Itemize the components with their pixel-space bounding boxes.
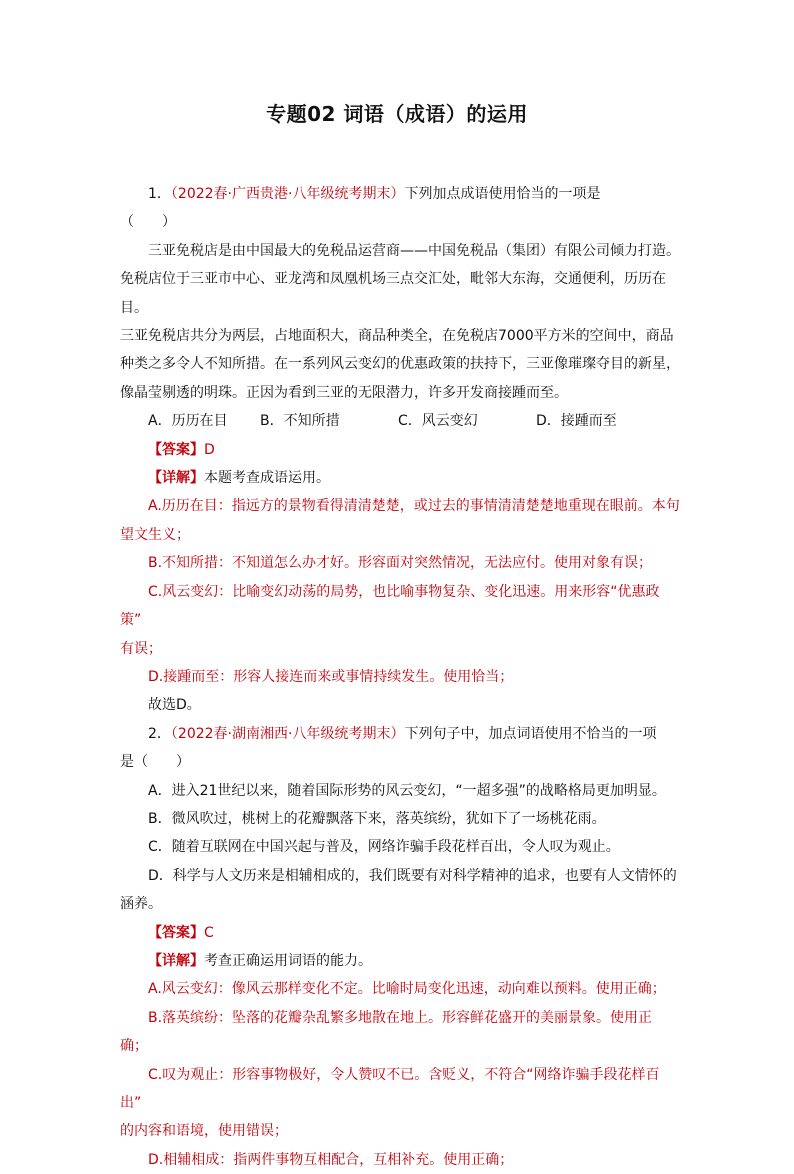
q1-source: （2022春·广西贵港·八年级统考期末） xyxy=(170,186,405,202)
q2-option-b: B．微风吹过，桃树上的花瓣飘落下来，落英缤纷，犹如下了一场桃花雨。 xyxy=(148,810,606,827)
q1-option-b: B．不知所措 xyxy=(260,413,340,430)
q1-analysis-c-cont: 有误； xyxy=(120,640,162,657)
q2-explain xyxy=(120,947,680,975)
q1-analysis-a: A.历历在目：指远方的景物看得清清楚楚，或过去的事情清清楚楚地重现在眼前。本句 xyxy=(148,498,680,515)
q1-analysis-a-cont: 望文生义； xyxy=(120,526,190,543)
q2-number: 2． xyxy=(148,725,171,742)
q1-explain xyxy=(120,464,680,492)
q1-analysis-b: B.不知所措：不知道怎么办才好。形容面对突然情况，无法应付。使用对象有误； xyxy=(148,555,653,572)
q2-analysis-d: D.相辅相成：指两件事物互相配合，互相补充。使用正确； xyxy=(148,1151,514,1168)
q1-stem xyxy=(120,180,680,208)
q2-analysis-a: A.风云变幻：像风云那样变化不定。比喻时局变化迅速，动向难以预料。使用正确； xyxy=(148,981,666,998)
q1-answer xyxy=(120,436,680,464)
q1-analysis-c: C.风云变幻：比喻变幻动荡的局势，也比喻事物复杂、变化迅速。用来形容“优惠政策” xyxy=(120,583,660,629)
q1-option-a: A．历历在目 xyxy=(148,413,228,430)
q1-option-c: C．风云变幻 xyxy=(398,413,478,430)
answer-tag: 【答案】 xyxy=(148,441,204,458)
q2-answer-value: C xyxy=(204,924,214,941)
q2-option-c: C．随着互联网在中国兴起与普及，网络诈骗手段花样百出，令人叹为观止。 xyxy=(148,839,620,856)
q1-option-d: D．接踵而至 xyxy=(536,413,617,430)
q2-option-d: D．科学与人文历来是相辅相成的，我们既要有对科学精神的追求，也要有人文情怀的 xyxy=(148,867,677,884)
q2-source: （2022春·湖南湘西·八年级统考期末） xyxy=(170,725,405,742)
document-body xyxy=(120,180,680,1174)
q2-answer xyxy=(120,919,680,947)
q1-passage-line: 三亚免税店共分为两层，占地面积大，商品种类全，在免税店7000平方米的空间中，商品 xyxy=(120,328,674,345)
q1-analysis-d: D.接踵而至：形容人接连而来或事情持续发生。使用恰当； xyxy=(148,668,514,685)
q2-explain-text: 考查正确运用词语的能力。 xyxy=(204,952,372,969)
q1-bracket: （ ） xyxy=(120,214,176,231)
q1-stem-text: 下列加点成语使用恰当的一项是 xyxy=(404,186,601,202)
q1-explain-text: 本题考查成语运用。 xyxy=(204,470,330,487)
q1-passage-line: 三亚免税店是由中国最大的免税品运营商——中国免税品（集团）有限公司倾力打造。 xyxy=(148,242,680,259)
q2-option-d-cont: 涵养。 xyxy=(120,896,162,913)
q1-options xyxy=(120,407,680,435)
q1-answer-value: D xyxy=(204,441,215,458)
page-title: 专题02 词语（成语）的运用 xyxy=(266,102,528,126)
q1-conclusion: 故选D。 xyxy=(148,697,201,714)
q1-passage-line: 种类之多令人不知所措。在一系列风云变幻的优惠政策的扶持下，三亚像璀璨夺目的新星， xyxy=(120,356,680,373)
q1-number: 1． xyxy=(148,186,171,202)
explain-tag: 【详解】 xyxy=(148,952,204,969)
q2-option-a: A．进入21世纪以来，随着国际形势的风云变幻，“一超多强”的战略格局更加明显。 xyxy=(148,782,666,799)
q2-stem-cont: 是（ ） xyxy=(120,754,190,771)
q2-stem xyxy=(120,720,680,748)
q1-passage-line: 像晶莹剔透的明珠。正因为看到三亚的无限潜力，许多开发商接踵而至。 xyxy=(120,384,568,401)
q2-stem-text: 下列句子中，加点词语使用不恰当的一项 xyxy=(404,725,657,742)
q1-passage-line: 免税店位于三亚市中心、亚龙湾和凤凰机场三点交汇处，毗邻大东海，交通便利，历历在目。 xyxy=(120,271,666,316)
q2-analysis-c: C.叹为观止：形容事物极好，令人赞叹不已。含贬义，不符合“网络诈骗手段花样百出” xyxy=(120,1066,660,1111)
explain-tag: 【详解】 xyxy=(148,470,204,487)
q2-analysis-c-cont: 的内容和语境，使用错误； xyxy=(120,1123,288,1140)
q2-analysis-b: B.落英缤纷：坠落的花瓣杂乱繁多地散在地上。形容鲜花盛开的美丽景象。使用正确； xyxy=(120,1009,653,1055)
answer-tag: 【答案】 xyxy=(148,924,204,941)
